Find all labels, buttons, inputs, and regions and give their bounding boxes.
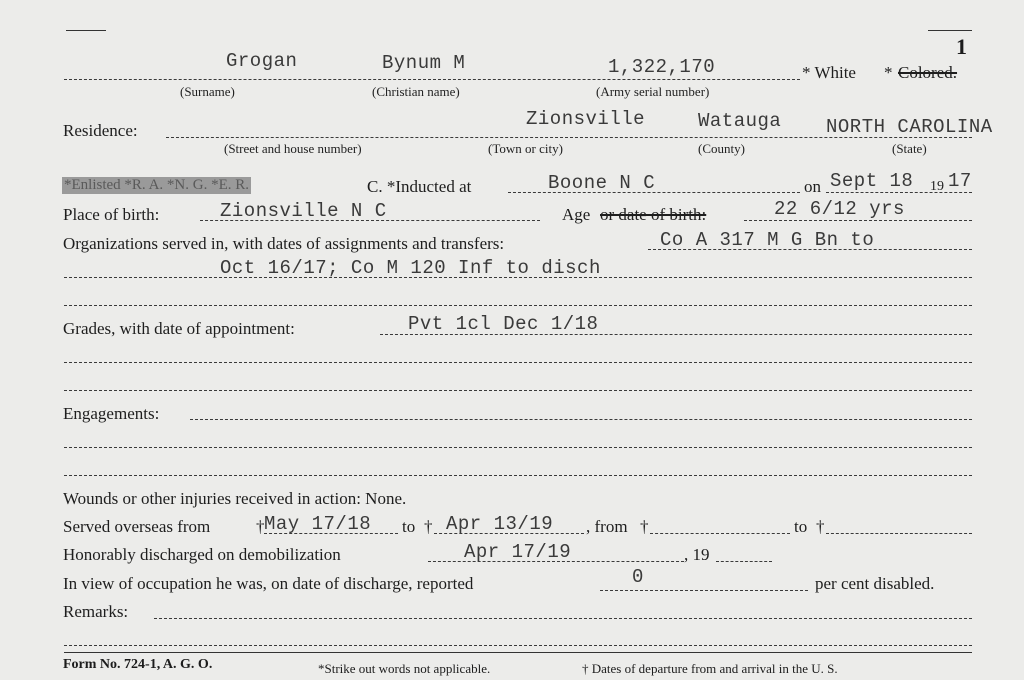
overseas-dagger-3: †: [640, 517, 649, 536]
organizations-line-2: [64, 277, 972, 278]
christian-name-caption: (Christian name): [372, 84, 460, 99]
overseas-label: Served overseas from: [63, 517, 211, 536]
serial-number-value: 1,322,170: [608, 56, 716, 78]
colored-star: *: [884, 63, 893, 82]
dates-note: † Dates of departure from and arrival in the U. S.: [582, 661, 838, 676]
white-label: * White: [802, 63, 856, 82]
top-right-rule: [928, 30, 972, 31]
county-caption: (County): [698, 141, 745, 156]
grades-line-2: [64, 362, 972, 363]
form-number: Form No. 724-1, A. G. O.: [63, 657, 213, 672]
footer-rule: [64, 652, 972, 653]
place-of-birth-label: Place of birth:: [63, 205, 160, 224]
organizations-label: Organizations served in, with dates of assignments and transfers:: [63, 234, 505, 253]
overseas-from-label-2: , from: [586, 517, 628, 536]
organizations-value-1: Co A 317 M G Bn to: [660, 229, 875, 251]
engagements-line-3: [64, 475, 972, 476]
place-of-birth-value: Zionsville N C: [220, 200, 387, 222]
discharge-year-line: [716, 561, 772, 562]
colored-label: Colored.: [898, 63, 958, 82]
overseas-to-value: Apr 13/19: [446, 513, 554, 535]
induction-date-value: Sept 18: [830, 170, 914, 192]
engagements-line-2: [64, 447, 972, 448]
state-value: NORTH CAROLINA: [826, 116, 993, 138]
discharge-label: Honorably discharged on demobilization: [63, 545, 341, 564]
overseas-dagger-1: †: [256, 517, 265, 536]
overseas-to-label: to: [402, 517, 416, 536]
wounds-text: Wounds or other injuries received in action: None.: [63, 489, 407, 508]
header-line: [64, 79, 800, 80]
surname-value: Grogan: [226, 50, 298, 72]
surname-caption: (Surname): [180, 84, 235, 99]
discharge-value: Apr 17/19: [464, 541, 572, 563]
age-value: 22 6/12 yrs: [774, 198, 905, 220]
strike-note: *Strike out words not applicable.: [318, 661, 491, 676]
overseas-dagger-4: †: [816, 517, 825, 536]
grades-line-3: [64, 390, 972, 391]
on-label: on: [804, 177, 821, 196]
state-caption: (State): [892, 141, 927, 156]
engagements-label: Engagements:: [63, 404, 160, 423]
age-label: Age: [562, 205, 591, 224]
remarks-line-2: [64, 645, 972, 646]
discharge-year-label: , 19: [684, 545, 710, 564]
overseas-from-value: May 17/18: [264, 513, 372, 535]
inducted-place-value: Boone N C: [548, 172, 656, 194]
disability-value: 0: [632, 566, 644, 588]
grades-value: Pvt 1cl Dec 1/18: [408, 313, 599, 335]
town-caption: (Town or city): [488, 141, 563, 156]
street-caption: (Street and house number): [224, 141, 362, 156]
year-prefix: 19: [930, 179, 944, 194]
disability-line: [600, 590, 808, 591]
date-line: [826, 192, 972, 193]
enlisted-struck-text: *Enlisted *R. A. *N. G. *E. R.: [64, 177, 250, 193]
disability-suffix: per cent disabled.: [815, 574, 935, 593]
engagements-line-1: [190, 419, 972, 420]
organizations-line-3: [64, 305, 972, 306]
date-of-birth-struck: or date of birth:: [600, 205, 707, 224]
remarks-label: Remarks:: [63, 602, 129, 621]
residence-label: Residence:: [63, 121, 138, 140]
top-left-rule: [66, 30, 106, 31]
overseas-to-line-2: [826, 533, 972, 534]
inducted-label: C. *Inducted at: [367, 177, 472, 196]
remarks-line-1: [154, 618, 972, 619]
overseas-to-label-2: to: [794, 517, 808, 536]
serial-number-caption: (Army serial number): [596, 84, 710, 99]
organizations-value-2: Oct 16/17; Co M 120 Inf to disch: [220, 257, 601, 279]
age-line: [744, 220, 972, 221]
town-value: Zionsville: [526, 108, 646, 130]
county-value: Watauga: [698, 110, 782, 132]
christian-name-value: Bynum M: [382, 52, 466, 74]
overseas-from-line-2: [650, 533, 790, 534]
year-value: 17: [948, 170, 972, 192]
overseas-dagger-2: †: [424, 517, 433, 536]
disability-label: In view of occupation he was, on date of discharge, reported: [63, 574, 474, 593]
grades-label: Grades, with date of appointment:: [63, 319, 295, 338]
page-number: 1: [956, 34, 967, 59]
